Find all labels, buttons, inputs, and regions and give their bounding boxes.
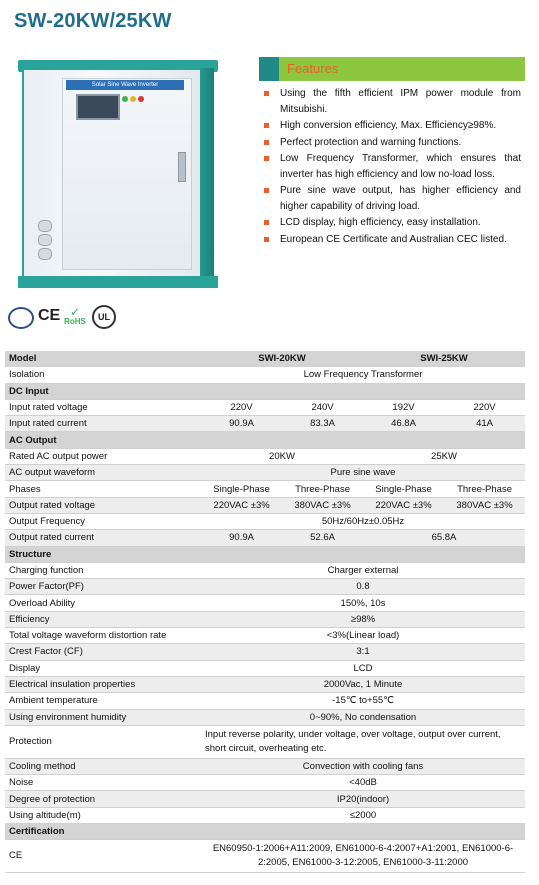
row-value: 0~90%, No condensation [201,709,525,725]
row-value: Low Frequency Transformer [201,367,525,383]
row-value: 0.8 [201,579,525,595]
row-value: Three-Phase [282,481,363,497]
ul-logo-icon: UL [92,305,116,329]
table-row [5,351,525,367]
features-header [259,57,525,81]
row-label: Input rated voltage [5,399,201,415]
row-label: Total voltage waveform distortion rate [5,628,201,644]
rohs-text: RoHS [64,317,86,326]
row-label: Using altitude(m) [5,807,201,823]
row-label: Crest Factor (CF) [5,644,201,660]
section-header [5,432,525,448]
table-row [5,465,525,481]
table-row [5,611,525,627]
row-value: 50Hz/60Hz±0.05Hz [201,513,525,529]
table-row [5,513,525,529]
row-label: Output rated current [5,530,201,546]
table-row [5,497,525,513]
row-value: 41A [444,416,525,432]
row-value: 150%, 10s [201,595,525,611]
inverter-product-image [18,60,218,288]
table-row [5,644,525,660]
table-row [5,791,525,807]
door-handle-icon [178,152,186,182]
table-row [5,693,525,709]
cable-port-icon [38,234,52,246]
feature-item: European CE Certificate and Australian CEC listed. [264,232,521,248]
row-label: Output Frequency [5,513,201,529]
section-certification: Certification [5,824,525,840]
ce-logo-icon: CE [38,307,61,324]
row-label: CE [5,840,201,873]
row-value: Input reverse polarity, under voltage, over voltage, output over current, short circuit, overheating etc. [201,725,525,758]
row-value: EN60950-1:2006+A11:2009, EN61000-6-4:2007+A1:2001, EN61000-6-2:2005, EN61000-3-12:2005, EN61000-3-11:2000 [201,840,525,873]
feature-item: LCD display, high efficiency, easy installation. [264,215,521,231]
row-label: Protection [5,725,201,758]
cabinet-label: Solar Sine Wave Inverter [66,80,184,90]
row-value: 240V [282,399,363,415]
row-label: Electrical insulation properties [5,676,201,692]
table-row [5,676,525,692]
cabinet-side [200,68,214,280]
table-row [5,840,525,873]
row-value: <40dB [201,775,525,791]
cabinet-base [18,276,218,288]
section-header [5,546,525,562]
row-value: ≥98% [201,611,525,627]
features-list [264,86,521,248]
row-label: Ambient temperature [5,693,201,709]
row-value: 83.3A [282,416,363,432]
row-value: 380VAC ±3% [282,497,363,513]
row-value: <3%(Linear load) [201,628,525,644]
row-value: 25KW [363,448,525,464]
table-row [5,758,525,774]
row-label: AC output waveform [5,465,201,481]
feature-item: Low Frequency Transformer, which ensures that inverter has high efficiency and low no-load loss. [264,151,521,182]
feature-item: Pure sine wave output, has higher efficiency and higher capability of driving load. [264,183,521,214]
page-title: SW-20KW/25KW [14,10,172,32]
row-value: Single-Phase [201,481,282,497]
header-model-2: SWI-25KW [363,351,525,367]
row-label: Using environment humidity [5,709,201,725]
feature-item: High conversion efficiency, Max. Efficiency≥98%. [264,118,521,134]
cable-port-icon [38,248,52,260]
feature-item: Perfect protection and warning functions. [264,135,521,151]
led-icon [130,96,136,102]
table-row [5,481,525,497]
cabinet-lcd [76,94,120,120]
table-row [5,725,525,758]
checkmark-icon: ✓ [69,305,81,319]
row-value: 220VAC ±3% [201,497,282,513]
row-value: -15℃ to+55℃ [201,693,525,709]
table-row [5,628,525,644]
row-value: 20KW [201,448,363,464]
cable-port-icon [38,220,52,232]
row-value: 90.9A [201,416,282,432]
table-row [5,367,525,383]
section-structure: Structure [5,546,525,562]
row-label: Cooling method [5,758,201,774]
row-label: Output rated voltage [5,497,201,513]
table-row [5,775,525,791]
row-value: 90.9A [201,530,282,546]
row-value: LCD [201,660,525,676]
row-label: Isolation [5,367,201,383]
row-value: 220VAC ±3% [363,497,444,513]
header-model-1: SWI-20KW [201,351,363,367]
row-label: Overload Ability [5,595,201,611]
row-label: Input rated current [5,416,201,432]
led-icon [138,96,144,102]
table-row [5,399,525,415]
table-row [5,709,525,725]
header-model: Model [5,351,201,367]
row-label: Rated AC output power [5,448,201,464]
specifications-table [5,351,525,873]
row-value: 220V [444,399,525,415]
feature-item: Using the fifth efficient IPM power module from Mitsubishi. [264,86,521,117]
table-row [5,530,525,546]
led-icon [122,96,128,102]
row-value: 46.8A [363,416,444,432]
row-value: Three-Phase [444,481,525,497]
section-ac-output: AC Output [5,432,525,448]
rohs-logo-icon [62,307,88,326]
row-label: Power Factor(PF) [5,579,201,595]
table-row [5,807,525,823]
row-value: ≤2000 [201,807,525,823]
row-label: Noise [5,775,201,791]
table-row [5,660,525,676]
features-heading: Features [287,61,339,76]
table-row [5,416,525,432]
row-value: 380VAC ±3% [444,497,525,513]
row-value: 52.6A [282,530,363,546]
row-value: Single-Phase [363,481,444,497]
row-label: Display [5,660,201,676]
row-value: Pure sine wave [201,465,525,481]
row-label: Phases [5,481,201,497]
table-row [5,448,525,464]
gost-logo-icon [8,307,34,329]
row-value: 65.8A [363,530,525,546]
row-value: Convection with cooling fans [201,758,525,774]
row-value: IP20(indoor) [201,791,525,807]
section-header [5,383,525,399]
row-value: 3:1 [201,644,525,660]
table-row [5,595,525,611]
section-dc-input: DC Input [5,383,525,399]
features-header-accent [259,57,279,81]
row-value: 192V [363,399,444,415]
row-label: Efficiency [5,611,201,627]
row-label: Charging function [5,562,201,578]
section-header [5,824,525,840]
table-row [5,562,525,578]
table-row [5,579,525,595]
row-value: 220V [201,399,282,415]
row-value: Charger external [201,562,525,578]
row-value: 2000Vac, 1 Minute [201,676,525,692]
row-label: Degree of protection [5,791,201,807]
